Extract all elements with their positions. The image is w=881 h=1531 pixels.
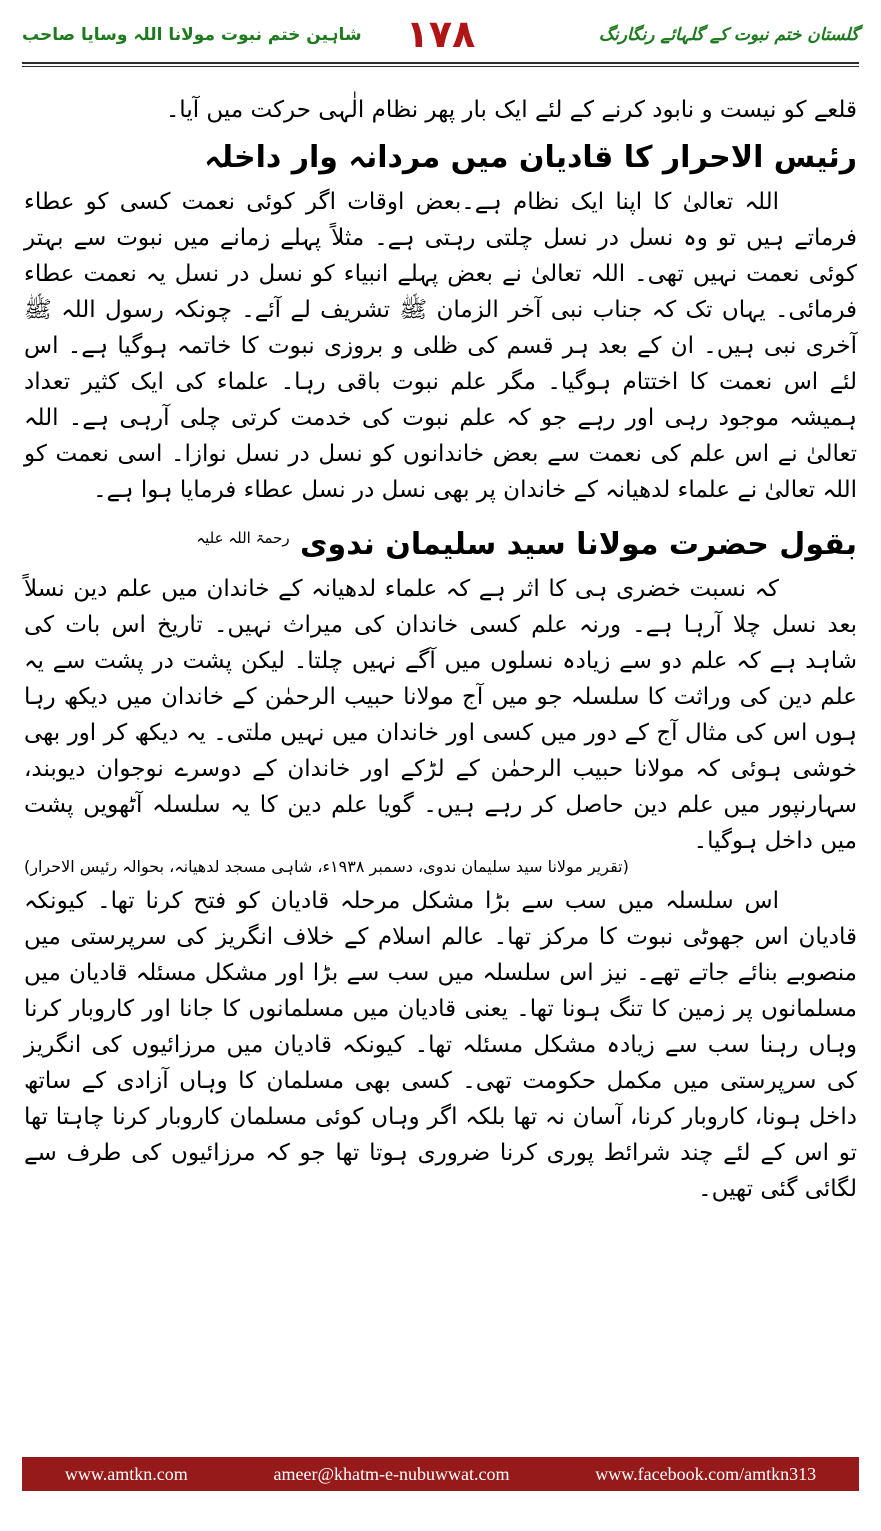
footer-facebook-link[interactable]: www.facebook.com/amtkn313 [595, 1463, 817, 1484]
header-book-title: گلستان ختم نبوت کے گلہائے رنگارنگ [598, 25, 859, 45]
footer-website-link[interactable]: www.amtkn.com [64, 1463, 188, 1484]
footer-email-link[interactable]: ameer@khatm-e-nubuwwat.com [273, 1463, 510, 1484]
header-divider [22, 62, 859, 67]
paragraph-2: کہ نسبت خضری ہی کا اثر ہے کہ علماء لدھیانہ کے خاندان میں علم دین نسلاً بعد نسل چلا آرہا ہے۔ ورنہ علم کسی خاندان کی میراث نہیں۔ تاریخ اس بات کی شاہد ہے کہ علم دو سے زیادہ نسلوں میں آگے نہیں چلتا۔ لیکن پشت در پشت سے یہ علم دین کی وراثت کا سلسلہ جو میں آج مولانا حبیب الرحمٰن کے خاندان میں دیکھ رہا ہوں اس کی مثال آج کے دور میں کسی اور خاندان میں نہیں ملتی۔ یہ دیکھ کر اور بھی خوشی ہوئی کہ مولانا حبیب الرحمٰن کے لڑکے اور خاندان کے دوسرے نوجوان دیوبند، سہارنپور میں علم دین حاصل کر رہے ہیں۔ گویا علم دین کا یہ سلسلہ آٹھویں پشت میں داخل ہوگیا۔ [24, 576, 857, 854]
page-footer [22, 1457, 859, 1491]
header-author-title: شاہین ختم نبوت مولانا اللہ وسایا صاحب [22, 25, 362, 45]
heading-2-honorific: رحمۃ اللہ علیہ [196, 529, 290, 547]
section-heading-2 [24, 518, 857, 565]
page-number: ۱۷۸ [405, 12, 476, 56]
citation: (تقریر مولانا سید سلیمان ندوی، دسمبر ۱۹۳۸ء، شاہی مسجد لدھیانہ، بحوالہ رئیس الاحرار) [24, 857, 629, 876]
page-body [24, 92, 857, 1455]
paragraph-3: اس سلسلہ میں سب سے بڑا مشکل مرحلہ قادیان کو فتح کرنا تھا۔ کیونکہ قادیان اس جھوٹی نبوت کا مرکز تھا۔ عالم اسلام کے خلاف انگریز کی سرپرستی میں منصوبے بنائے جاتے تھے۔ نیز اس سلسلہ میں سب سے بڑا اور مشکل مسئلہ قادیان میں مسلمانوں پر زمین کا تنگ ہونا تھا۔ یعنی قادیان میں مسلمانوں کا جانا اور کاروبار کرنا وہاں رہنا سب سے زیادہ مشکل مسئلہ تھا۔ کیونکہ قادیان میں مرزائیوں کی انگریز کی سرپرستی میں مکمل حکومت تھی۔ کسی بھی مسلمان کا وہاں آزادی کے ساتھ داخل ہونا، کاروبار کرنا، آسان نہ تھا بلکہ اگر وہاں کوئی مسلمان کاروبار کرنا چاہتا تھا تو اس کے لئے چند شرائط پوری کرنا ضروری ہوتا تھا جو کہ مرزائیوں کی طرف سے لگائی گئی تھیں۔ [24, 888, 857, 1202]
paragraph-1: اللہ تعالیٰ کا اپنا ایک نظام ہے۔بعض اوقات اگر کوئی نعمت کسی کو عطاء فرماتے ہیں تو وہ نسل در نسل چلتی رہتی ہے۔ مثلاً پہلے زمانے میں نبوت سے بہتر کوئی نعمت نہیں تھی۔ اللہ تعالیٰ نے بعض پہلے انبیاء کو نسل در نسل یہ نعمت عطاء فرمائی۔ یہاں تک کہ جناب نبی آخر الزمان ﷺ تشریف لے آئے۔ چونکہ رسول اللہ ﷺ آخری نبی ہیں۔ ان کے بعد ہر قسم کی ظلی و بروزی نبوت کا خاتمہ ہوگیا ہے۔ اس لئے اس نعمت کا اختتام ہوگیا۔ مگر علم نبوت باقی رہا۔ علماء کی ایک کثیر تعداد ہمیشہ موجود رہی اور رہے جو کہ علم نبوت کی خدمت کرتی چلی آرہی ہے۔ اللہ تعالیٰ نے اس علم کی نعمت سے بعض خاندانوں کو نسل در نسل نوازا۔ اسی نعمت کو اللہ تعالیٰ نے علماء لدھیانہ کے خاندان پر بھی نسل در نسل عطاء فرمایا ہوا ہے۔ [24, 189, 857, 503]
section-heading-1: رئیس الاحرار کا قادیان میں مردانہ وار داخلہ [204, 140, 857, 175]
intro-line: قلعے کو نیست و نابود کرنے کے لئے ایک بار پھر نظام الٰہی حرکت میں آیا۔ [165, 97, 857, 123]
heading-2-text: بقول حضرت مولانا سید سلیمان ندوی [300, 527, 857, 562]
